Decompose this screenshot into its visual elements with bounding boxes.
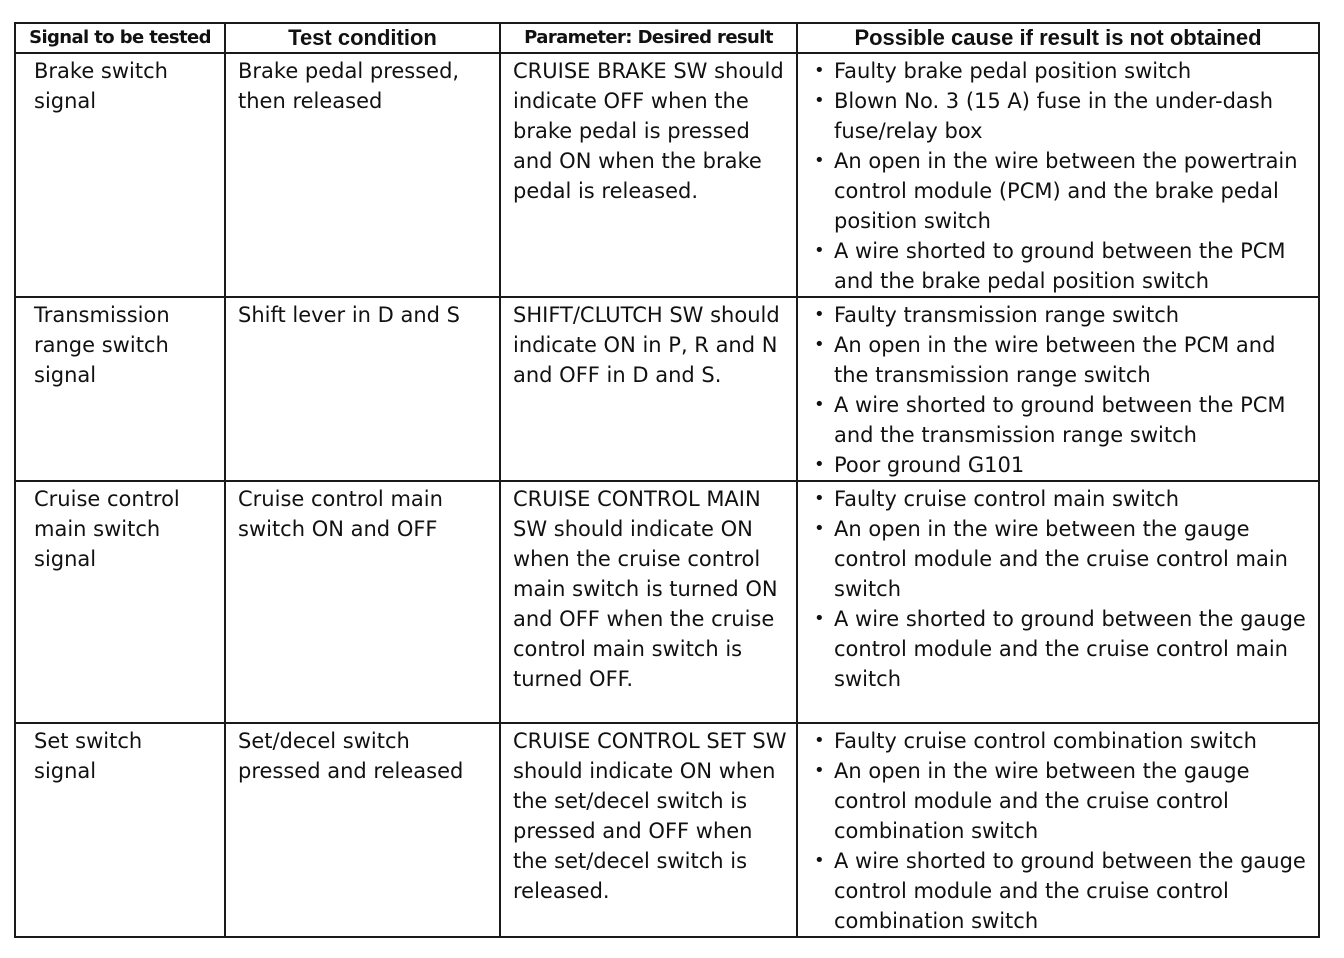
causes-list <box>812 300 1312 480</box>
causes-list <box>812 726 1312 936</box>
cause-item: • Faulty cruise control main switch <box>812 484 1312 514</box>
causes-cell <box>797 53 1319 297</box>
condition-cell: Shift lever in D and S <box>225 297 500 481</box>
header-cause: Possible cause if result is not obtained <box>797 23 1319 53</box>
cause-item: • An open in the wire between the gauge control module and the cruise control main switch <box>812 514 1312 604</box>
condition-cell: Cruise control main switch ON and OFF <box>225 481 500 723</box>
signal-cell: Cruise control main switch signal <box>15 481 225 723</box>
cause-item: • A wire shorted to ground between the gauge control module and the cruise control combination switch <box>812 846 1312 936</box>
condition-cell: Brake pedal pressed, then released <box>225 53 500 297</box>
troubleshooting-sheet <box>14 22 1318 931</box>
parameter-cell: CRUISE CONTROL SET SW should indicate ON when the set/decel switch is pressed and OFF when the set/decel switch is released. <box>500 723 797 937</box>
cause-item: • Faulty brake pedal position switch <box>812 56 1312 86</box>
signal-test-table <box>14 22 1320 938</box>
header-parameter: Parameter: Desired result <box>500 23 797 53</box>
cause-item: • An open in the wire between the PCM and the transmission range switch <box>812 330 1312 390</box>
header-condition: Test condition <box>225 23 500 53</box>
table-row <box>15 297 1319 481</box>
cause-item: • An open in the wire between the gauge control module and the cruise control combination switch <box>812 756 1312 846</box>
table-row <box>15 723 1319 937</box>
cause-item: • An open in the wire between the powertrain control module (PCM) and the brake pedal position switch <box>812 146 1312 236</box>
cause-item: • Faulty transmission range switch <box>812 300 1312 330</box>
causes-cell <box>797 481 1319 723</box>
signal-cell: Transmission range switch signal <box>15 297 225 481</box>
causes-cell <box>797 297 1319 481</box>
signal-cell: Brake switch signal <box>15 53 225 297</box>
causes-list <box>812 484 1312 694</box>
header-row <box>15 23 1319 53</box>
cause-item: • A wire shorted to ground between the PCM and the transmission range switch <box>812 390 1312 450</box>
condition-cell: Set/decel switch pressed and released <box>225 723 500 937</box>
parameter-cell: CRUISE CONTROL MAIN SW should indicate ON when the cruise control main switch is turned ON and OFF when the cruise control main switch is turned OFF. <box>500 481 797 723</box>
table-row <box>15 481 1319 723</box>
parameter-cell: CRUISE BRAKE SW should indicate OFF when the brake pedal is pressed and ON when the brake pedal is released. <box>500 53 797 297</box>
cause-item: • A wire shorted to ground between the PCM and the brake pedal position switch <box>812 236 1312 296</box>
cause-item: • Poor ground G101 <box>812 450 1312 480</box>
cause-item: • Blown No. 3 (15 A) fuse in the under-dash fuse/relay box <box>812 86 1312 146</box>
causes-cell <box>797 723 1319 937</box>
signal-cell: Set switch signal <box>15 723 225 937</box>
header-signal: Signal to be tested <box>15 23 225 53</box>
cause-item: • A wire shorted to ground between the gauge control module and the cruise control main switch <box>812 604 1312 694</box>
causes-list <box>812 56 1312 296</box>
table-row <box>15 53 1319 297</box>
parameter-cell: SHIFT/CLUTCH SW should indicate ON in P, R and N and OFF in D and S. <box>500 297 797 481</box>
cause-item: • Faulty cruise control combination switch <box>812 726 1312 756</box>
